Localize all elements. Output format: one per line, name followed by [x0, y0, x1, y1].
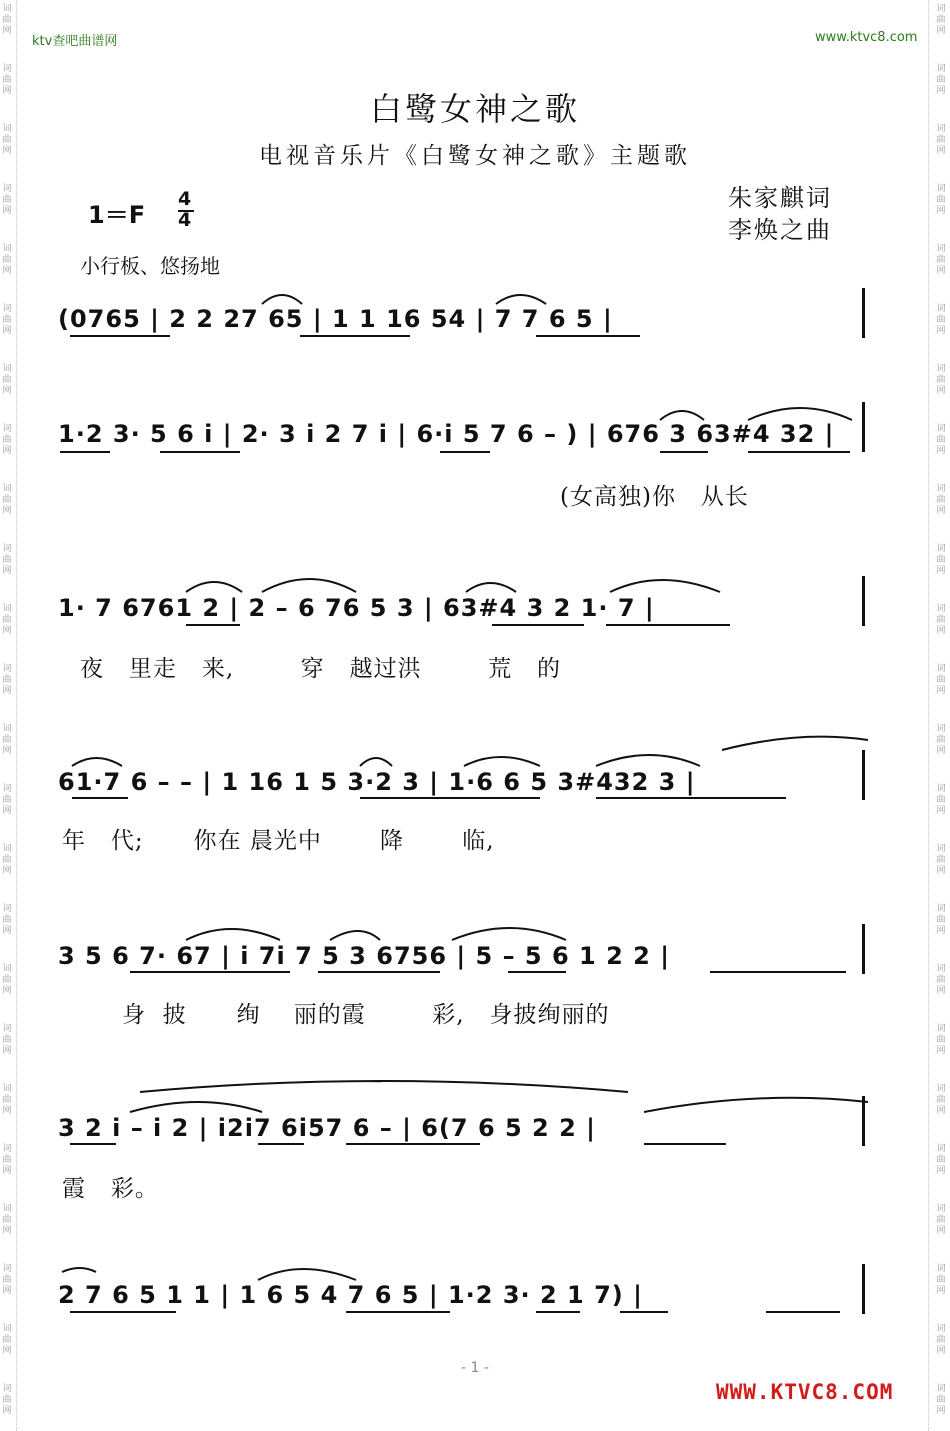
watermark-glyph: 曲 — [936, 675, 946, 685]
score-line-3: 1· 7 6761 2 | 2 – 6 76 5 3 | 63#4 3 2 1· 7 | — [58, 594, 655, 622]
watermark-glyph: 曲 — [2, 855, 12, 865]
watermark-glyph: 网 — [936, 386, 946, 396]
watermark-glyph: 词 — [2, 364, 12, 374]
watermark-glyph: 网 — [2, 206, 12, 216]
watermark-glyph: 词 — [936, 1144, 946, 1154]
watermark-glyph: 词 — [2, 1024, 12, 1034]
watermark-glyph: 曲 — [2, 915, 12, 925]
watermark-glyph: 曲 — [936, 1395, 946, 1405]
watermark-glyph: 网 — [936, 506, 946, 516]
watermark-glyph: 词 — [2, 1384, 12, 1394]
watermark-glyph: 词 — [2, 724, 12, 734]
watermark-glyph: 词 — [936, 1384, 946, 1394]
watermark-glyph: 曲 — [936, 195, 946, 205]
watermark-glyph: 词 — [2, 664, 12, 674]
watermark-glyph: 曲 — [936, 435, 946, 445]
watermark-glyph: 词 — [2, 1084, 12, 1094]
watermark-glyph: 网 — [2, 626, 12, 636]
score-line-7: 2 7 6 5 1 1 | 1 6 5 4 7 6 5 | 1·2 3· 2 1 7) | — [58, 1281, 643, 1309]
watermark-glyph: 曲 — [2, 75, 12, 85]
watermark-glyph: 曲 — [936, 735, 946, 745]
watermark-glyph: 网 — [936, 26, 946, 36]
score-line-2: 1·2 3· 5 6 i | 2· 3 i 2 7 i | 6·i 5 7 6 – ) | 676 3 63#4 32 | — [58, 420, 835, 448]
watermark-glyph: 曲 — [2, 615, 12, 625]
watermark-glyph: 词 — [936, 1204, 946, 1214]
watermark-glyph: 曲 — [2, 435, 12, 445]
watermark-glyph: 词 — [936, 304, 946, 314]
watermark-glyph: 词 — [936, 604, 946, 614]
watermark-glyph: 曲 — [936, 1035, 946, 1045]
watermark-glyph: 网 — [936, 1166, 946, 1176]
time-signature-denominator: 4 — [178, 209, 192, 231]
watermark-glyph: 网 — [936, 146, 946, 156]
watermark-glyph: 网 — [936, 1406, 946, 1416]
watermark-glyph: 词 — [2, 844, 12, 854]
watermark-glyph: 网 — [936, 206, 946, 216]
watermark-glyph: 网 — [2, 146, 12, 156]
watermark-glyph: 曲 — [2, 1095, 12, 1105]
watermark-glyph: 曲 — [936, 495, 946, 505]
watermark-glyph: 曲 — [936, 795, 946, 805]
song-title: 白鹭女神之歌 — [369, 90, 580, 128]
watermark-glyph: 网 — [2, 26, 12, 36]
watermark-glyph: 网 — [2, 686, 12, 696]
watermark-glyph: 曲 — [2, 1215, 12, 1225]
header-site-right[interactable]: www.ktvc8.com — [815, 30, 918, 45]
watermark-glyph: 网 — [936, 446, 946, 456]
watermark-glyph: 曲 — [936, 375, 946, 385]
watermark-glyph: 网 — [2, 1406, 12, 1416]
watermark-glyph: 曲 — [936, 855, 946, 865]
lyrics-line-3: 夜 里走 来, 穿 越过洪 荒 的 — [80, 656, 562, 682]
watermark-glyph: 词 — [936, 964, 946, 974]
watermark-glyph: 词 — [2, 244, 12, 254]
watermark-glyph: 网 — [936, 1226, 946, 1236]
watermark-glyph: 网 — [2, 1286, 12, 1296]
watermark-glyph: 网 — [936, 866, 946, 876]
watermark-glyph: 词 — [936, 1084, 946, 1094]
watermark-glyph: 曲 — [2, 1275, 12, 1285]
watermark-glyph: 词 — [2, 784, 12, 794]
watermark-glyph: 词 — [2, 424, 12, 434]
watermark-glyph: 词 — [936, 1024, 946, 1034]
tempo-marking: 小行板、悠扬地 — [80, 254, 220, 278]
watermark-glyph: 网 — [2, 926, 12, 936]
watermark-glyph: 曲 — [2, 495, 12, 505]
score-line-4: 61·7 6 – – | 1 16 1 5 3·2 3 | 1·6 6 5 3#432 3 | — [58, 768, 696, 796]
watermark-glyph: 曲 — [2, 1035, 12, 1045]
footer-url[interactable]: WWW.KTVC8.COM — [716, 1380, 894, 1404]
watermark-glyph: 网 — [936, 686, 946, 696]
watermark-glyph: 词 — [936, 724, 946, 734]
watermark-glyph: 网 — [2, 506, 12, 516]
watermark-glyph: 网 — [936, 926, 946, 936]
watermark-glyph: 词 — [936, 784, 946, 794]
watermark-glyph: 词 — [936, 64, 946, 74]
watermark-glyph: 网 — [2, 386, 12, 396]
watermark-glyph: 曲 — [936, 1155, 946, 1165]
lyrics-line-2: (女高独)你 从长 — [560, 484, 749, 510]
score-line-1: (0765 | 2 2 27 65 | 1 1 16 54 | 7 7 6 5 | — [58, 305, 613, 333]
watermark-glyph: 网 — [936, 266, 946, 276]
watermark-glyph: 网 — [936, 1106, 946, 1116]
watermark-glyph: 曲 — [2, 975, 12, 985]
header-site-left: ktv查吧曲谱网 — [32, 34, 118, 49]
watermark-glyph: 网 — [2, 326, 12, 336]
page-number: - 1 - — [461, 1360, 489, 1376]
watermark-glyph: 网 — [2, 1106, 12, 1116]
watermark-glyph: 词 — [2, 124, 12, 134]
watermark-glyph: 词 — [2, 1264, 12, 1274]
watermark-glyph: 曲 — [2, 15, 12, 25]
watermark-glyph: 词 — [936, 4, 946, 14]
watermark-glyph: 词 — [936, 1264, 946, 1274]
watermark-glyph: 词 — [2, 604, 12, 614]
watermark-glyph: 曲 — [2, 1155, 12, 1165]
watermark-glyph: 网 — [2, 986, 12, 996]
watermark-glyph: 曲 — [936, 315, 946, 325]
watermark-glyph: 曲 — [936, 555, 946, 565]
watermark-glyph: 网 — [2, 1226, 12, 1236]
watermark-glyph: 词 — [936, 484, 946, 494]
lyrics-line-6: 霞 彩。 — [62, 1176, 159, 1202]
watermark-glyph: 词 — [2, 304, 12, 314]
song-subtitle: 电视音乐片《白鹭女神之歌》主题歌 — [259, 143, 691, 169]
watermark-glyph: 曲 — [936, 1275, 946, 1285]
watermark-glyph: 网 — [936, 326, 946, 336]
watermark-glyph: 曲 — [2, 675, 12, 685]
watermark-glyph: 词 — [936, 364, 946, 374]
watermark-glyph: 词 — [936, 664, 946, 674]
watermark-glyph: 网 — [2, 86, 12, 96]
watermark-glyph: 词 — [936, 124, 946, 134]
watermark-glyph: 曲 — [2, 555, 12, 565]
watermark-glyph: 网 — [936, 746, 946, 756]
watermark-glyph: 网 — [2, 1046, 12, 1056]
watermark-glyph: 曲 — [936, 975, 946, 985]
watermark-glyph: 网 — [2, 266, 12, 276]
watermark-glyph: 词 — [2, 1324, 12, 1334]
watermark-glyph: 曲 — [936, 1335, 946, 1345]
watermark-glyph: 网 — [936, 1346, 946, 1356]
watermark-glyph: 曲 — [936, 615, 946, 625]
watermark-glyph: 网 — [936, 1286, 946, 1296]
watermark-glyph: 词 — [936, 544, 946, 554]
watermark-glyph: 曲 — [936, 15, 946, 25]
watermark-glyph: 曲 — [2, 255, 12, 265]
watermark-glyph: 词 — [936, 904, 946, 914]
watermark-glyph: 网 — [936, 86, 946, 96]
watermark-glyph: 词 — [2, 184, 12, 194]
watermark-glyph: 曲 — [2, 135, 12, 145]
watermark-glyph: 曲 — [2, 795, 12, 805]
watermark-glyph: 曲 — [936, 75, 946, 85]
watermark-glyph: 词 — [936, 844, 946, 854]
key-signature: 1＝F — [88, 201, 146, 229]
lyricist-credit: 朱家麒词 — [728, 184, 832, 212]
watermark-glyph: 网 — [2, 1166, 12, 1176]
watermark-glyph: 词 — [2, 1144, 12, 1154]
watermark-glyph: 网 — [936, 626, 946, 636]
composer-credit: 李焕之曲 — [728, 216, 832, 244]
watermark-glyph: 曲 — [936, 915, 946, 925]
watermark-glyph: 网 — [936, 806, 946, 816]
watermark-glyph: 曲 — [936, 255, 946, 265]
watermark-glyph: 曲 — [2, 375, 12, 385]
watermark-glyph: 词 — [2, 964, 12, 974]
time-signature-numerator: 4 — [178, 188, 192, 210]
watermark-glyph: 曲 — [2, 735, 12, 745]
watermark-glyph: 网 — [2, 746, 12, 756]
watermark-glyph: 词 — [2, 544, 12, 554]
watermark-glyph: 曲 — [936, 1215, 946, 1225]
watermark-glyph: 词 — [936, 1324, 946, 1334]
watermark-glyph: 曲 — [2, 315, 12, 325]
watermark-glyph: 曲 — [936, 135, 946, 145]
watermark-glyph: 曲 — [936, 1095, 946, 1105]
watermark-glyph: 词 — [2, 4, 12, 14]
watermark-glyph: 网 — [2, 566, 12, 576]
watermark-glyph: 词 — [2, 484, 12, 494]
watermark-glyph: 曲 — [2, 1395, 12, 1405]
watermark-glyph: 网 — [2, 806, 12, 816]
score-line-6: 3 2 i – i 2 | i2i7 6i57 6 – | 6(7 6 5 2 2 | — [58, 1114, 596, 1142]
watermark-glyph: 网 — [2, 1346, 12, 1356]
watermark-glyph: 曲 — [2, 195, 12, 205]
watermark-glyph: 网 — [936, 1046, 946, 1056]
watermark-glyph: 网 — [2, 866, 12, 876]
watermark-glyph: 网 — [936, 566, 946, 576]
watermark-glyph: 网 — [936, 986, 946, 996]
watermark-glyph: 词 — [936, 184, 946, 194]
watermark-glyph: 曲 — [2, 1335, 12, 1345]
watermark-glyph: 词 — [936, 244, 946, 254]
watermark-glyph: 词 — [2, 64, 12, 74]
score-line-5: 3 5 6 7· 67 | i 7i 7 5 3 6756 | 5 – 5 6 1 2 2 | — [58, 942, 670, 970]
watermark-glyph: 词 — [2, 1204, 12, 1214]
lyrics-line-4: 年 代; 你在 晨光中 降 临, — [62, 828, 495, 854]
watermark-glyph: 网 — [2, 446, 12, 456]
watermark-glyph: 词 — [2, 904, 12, 914]
watermark-glyph: 词 — [936, 424, 946, 434]
lyrics-line-5: 身 披 绚 丽的霞 彩, 身披绚丽的 — [122, 1002, 610, 1028]
